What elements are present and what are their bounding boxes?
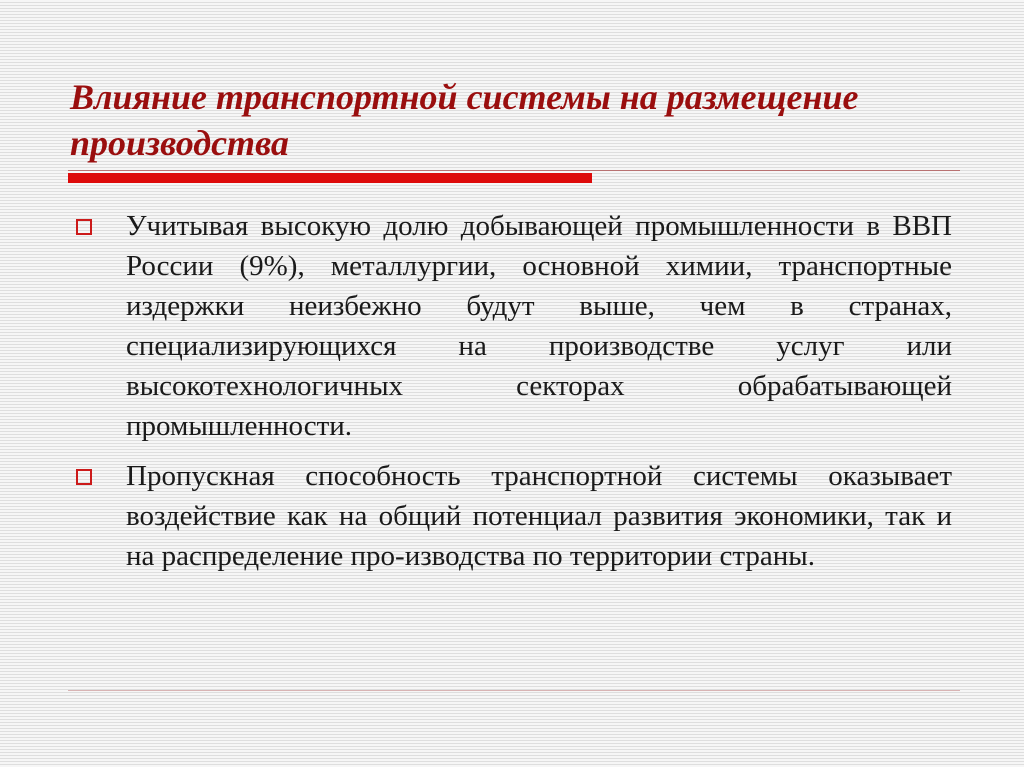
footer-divider bbox=[68, 690, 960, 691]
bullet-item bbox=[76, 206, 952, 446]
bullet-item bbox=[76, 456, 952, 576]
slide-title: Влияние транспортной системы на размещение производства bbox=[70, 77, 859, 163]
bullet-text: Учитывая высокую долю добывающей промышленности в ВВП России (9%), металлургии, основной химии, транспортные издержки неизбежно будут выше, чем в странах, специализирующихся на производстве услуг или высокотехнологичных секторах обрабатывающей промышленности. bbox=[126, 210, 952, 442]
hollow-square-icon bbox=[76, 219, 92, 235]
bullet-list bbox=[76, 206, 952, 586]
title-divider-thin bbox=[68, 170, 960, 171]
bullet-text: Пропускная способность транспортной системы оказывает воздействие как на общий потенциал развития экономики, так и на распределение про-изводства по территории страны. bbox=[126, 460, 952, 572]
hollow-square-icon bbox=[76, 469, 92, 485]
title-divider-accent bbox=[68, 173, 592, 183]
